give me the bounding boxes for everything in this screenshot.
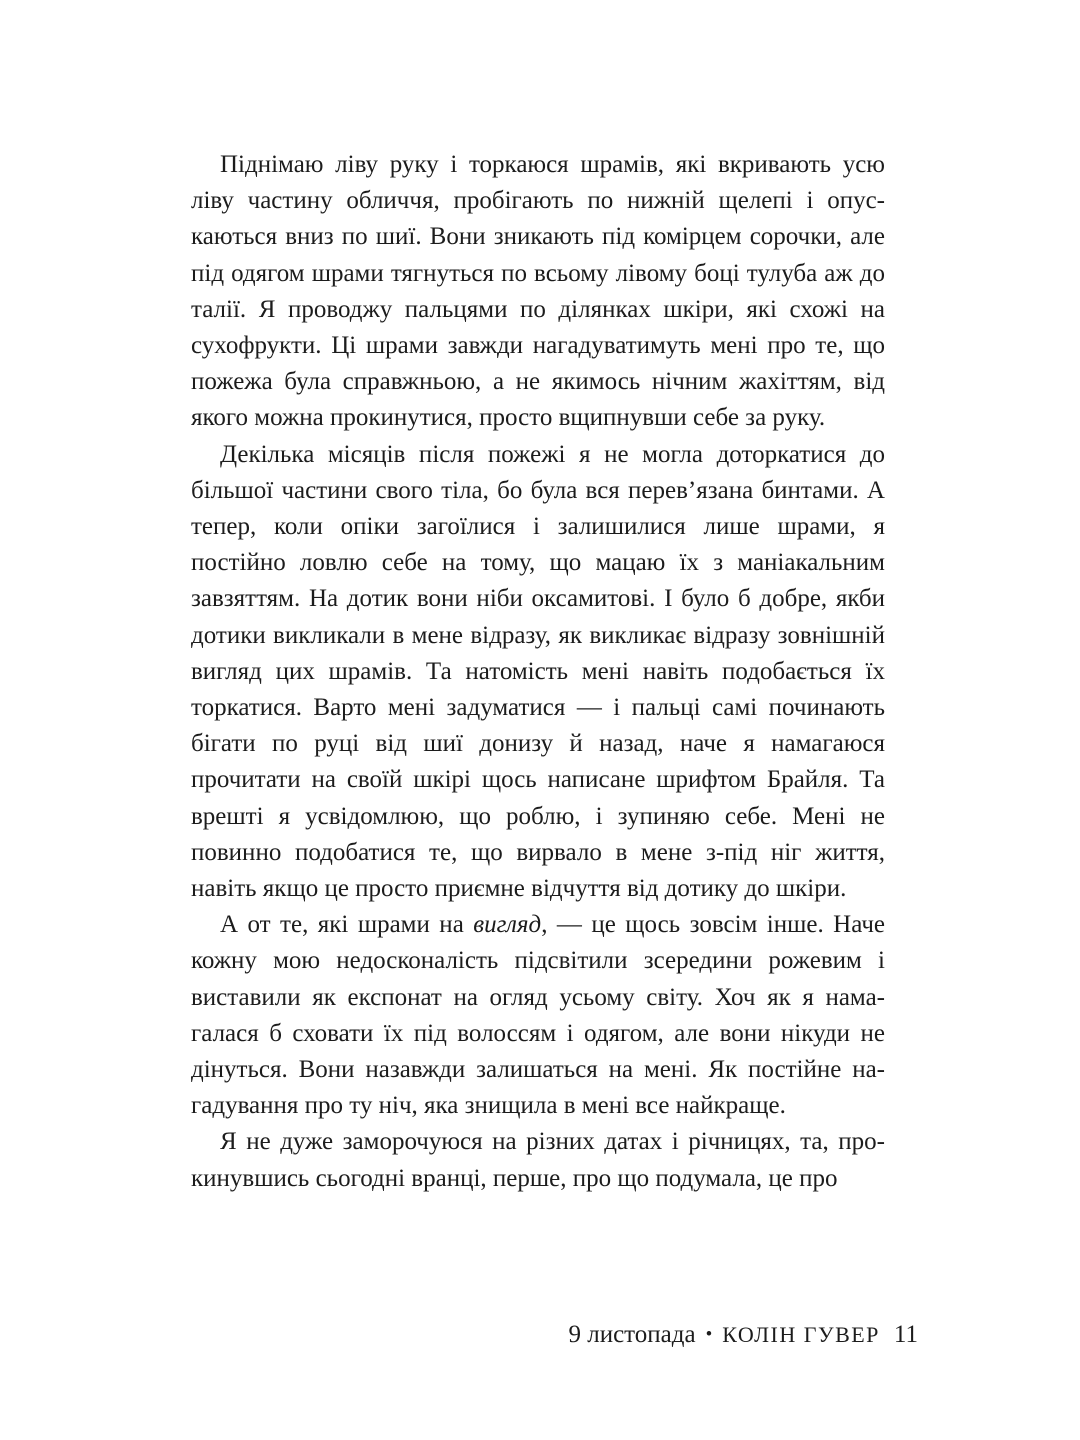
author-name: КОЛІН ГУВЕР (722, 1322, 880, 1347)
body-paragraph: Декілька місяців після пожежі я не могла доторкатися до більшої частини свого тіла, бо була вся перев’язана бинтами. А тепер, коли опіки загоїлися і залишилися лише шрами, я постійно ловлю себе на тому, що мацаю їх з маніакальним завзяттям. На дотик вони ніби оксамитові. І було б добре, якби дотики викликали в мене відразу, як викликає відразу зовнішній вигляд цих шрамів. Та натомість мені навіть подобається їх торкатися. Варто мені задуматися — і пальці самі починають бігати по руці від шиї донизу й назад, наче я намагаюся прочитати на своїй шкірі щось написане шрифтом Брайля. Та врешті я усвідомлюю, що роблю, і зупиняю себе. Мені не повинно подобатися те, що вирвало в мене з-під ніг життя, навіть якщо це просто приємне відчуття від дотику до шкіри. (191, 440, 885, 903)
footer-bullet-separator: • (705, 1324, 713, 1345)
page-number: 11 (893, 1321, 918, 1348)
paragraph-text-segment: А от те, які шрами на (220, 911, 474, 939)
body-paragraph: Я не дуже заморочуюся на різних датах і річницях, та, прокинувшись сьогодні вранці, перше, про що подумала, це про (191, 1128, 885, 1192)
paragraph-text-segment: , — це щось зовсім інше. Наче кожну мою недосконалість підсвітили зсередини рожевим і виставили як експонат на огляд усьому світу. Хоч як я намагалася б сховати їх під волоссям і одягом, але вони нікуди не дінуться. Вони назавжди залишаться на мені. Як постійне нагадування про ту ніч, яка знищила в мені все найкраще. (191, 911, 885, 1120)
body-paragraph: Піднімаю ліву руку і торкаюся шрамів, які вкривають усю ліву частину обличчя, пробігають по нижній щелепі і опускаються вниз по шиї. Вони зникають під комірцем сорочки, але під одягом шрами тягнуться по всьому лівому боці тулуба аж до талії. Я проводжу пальцями по ділянках шкіри, які схожі на сухофрукти. Ці шрами завжди нагадуватимуть мені про те, що пожежа була справжньою, а не якимось нічним жахіттям, від якого можна прокинутися, просто вщипнувши себе за руку. (191, 151, 885, 432)
italic-word: вигляд (473, 911, 542, 939)
page-body (191, 147, 885, 1197)
page-footer (191, 1321, 918, 1349)
running-title: 9 листопада (568, 1321, 696, 1348)
body-paragraph (191, 907, 885, 1124)
